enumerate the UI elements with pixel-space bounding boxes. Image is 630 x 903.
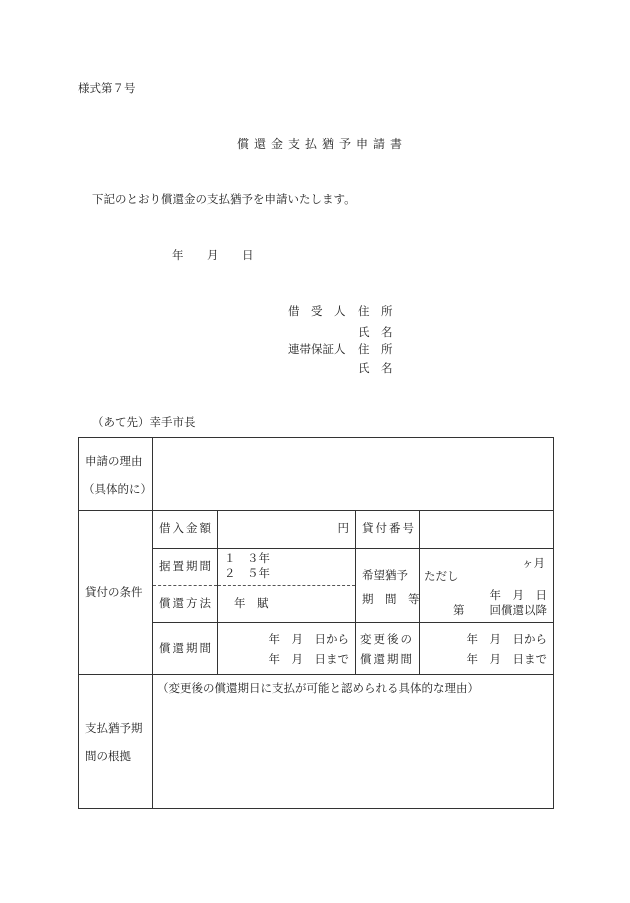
changed-from: 年 月 日から: [466, 632, 547, 646]
deferment-period-options[interactable]: [218, 549, 356, 586]
repay-onward-text: 回償還以降: [489, 602, 547, 617]
repayment-method-field[interactable]: [218, 586, 356, 623]
repayment-from: 年 月 日から: [268, 632, 349, 646]
guarantor-name-label: 氏 名: [358, 361, 393, 375]
changed-period-label-cell: [356, 623, 420, 675]
changed-period-label-1: 変更後の: [360, 632, 414, 646]
loan-number-label-cell: [356, 511, 420, 549]
basis-field[interactable]: [153, 675, 554, 809]
desired-deferment-label-cell: [356, 549, 420, 623]
repayment-period-field[interactable]: [218, 623, 356, 675]
loan-terms-label: 貸付の条件: [85, 584, 143, 599]
basis-label-cell: [79, 675, 153, 809]
borrowed-amount-label-cell: [153, 511, 218, 549]
desired-deferment-label-2: 期 間 等: [362, 591, 420, 606]
reason-label-2: （具体的に）: [83, 482, 152, 496]
date-month: 月: [207, 248, 219, 262]
repayment-method-value: 年 賦: [234, 596, 269, 610]
yen-unit: 円: [337, 521, 349, 535]
form-number: 様式第７号: [78, 81, 136, 95]
basis-note: （変更後の償還期日に支払が可能と認められる具体的な理由）: [157, 681, 479, 695]
tadashi-text: ただし: [424, 568, 459, 583]
deferment-period-label: 据置期間: [159, 559, 213, 573]
reason-label-cell: [79, 438, 153, 511]
borrower-label: 借 受 人: [288, 304, 346, 318]
changed-period-label-2: 償還期間: [360, 652, 414, 666]
repayment-period-label-cell: [153, 623, 218, 675]
date-year: 年: [172, 248, 184, 262]
date-day: 日: [242, 248, 254, 262]
desired-deferment-field[interactable]: [420, 549, 554, 623]
loan-number-field[interactable]: [420, 511, 554, 549]
deferment-period-label-cell: [153, 549, 218, 586]
addressee: （あて先）幸手市長: [92, 415, 196, 429]
repayment-method-label-cell: [153, 586, 218, 623]
changed-until: 年 月 日まで: [466, 652, 547, 666]
deferment-option-5y[interactable]: ２ ５年: [224, 566, 270, 580]
desired-deferment-label-1: 希望猶予: [362, 567, 408, 582]
guarantor-address-label: 住 所: [358, 342, 393, 356]
basis-label-2: 間の根拠: [85, 749, 131, 763]
basis-label-1: 支払猶予期: [85, 721, 143, 735]
reason-label-1: 申請の理由: [85, 454, 143, 468]
loan-number-label: 貸付番号: [362, 521, 416, 535]
borrower-name-label: 氏 名: [358, 325, 393, 339]
reason-field[interactable]: [153, 438, 554, 511]
borrowed-amount-label: 借入金額: [159, 521, 213, 535]
repayment-until: 年 月 日まで: [268, 652, 349, 666]
months-unit: ヶ月: [522, 555, 545, 570]
borrowed-amount-field[interactable]: [218, 511, 356, 549]
changed-period-field[interactable]: [420, 623, 554, 675]
intro-text: 下記のとおり償還金の支払猶予を申請いたします。: [92, 192, 356, 206]
borrower-address-label: 住 所: [358, 304, 393, 318]
guarantor-label: 連帯保証人: [288, 342, 346, 356]
page-title: 償還金支払猶予申請書: [237, 137, 408, 151]
loan-terms-label-cell: [79, 511, 153, 675]
repayment-period-label: 償還期間: [159, 641, 213, 655]
application-table: [78, 437, 554, 809]
dai-text: 第: [453, 602, 465, 617]
repayment-method-label: 償還方法: [159, 596, 213, 610]
deferment-option-3y[interactable]: １ ３年: [224, 551, 270, 565]
deferment-ymd: 年 月 日: [489, 587, 547, 602]
